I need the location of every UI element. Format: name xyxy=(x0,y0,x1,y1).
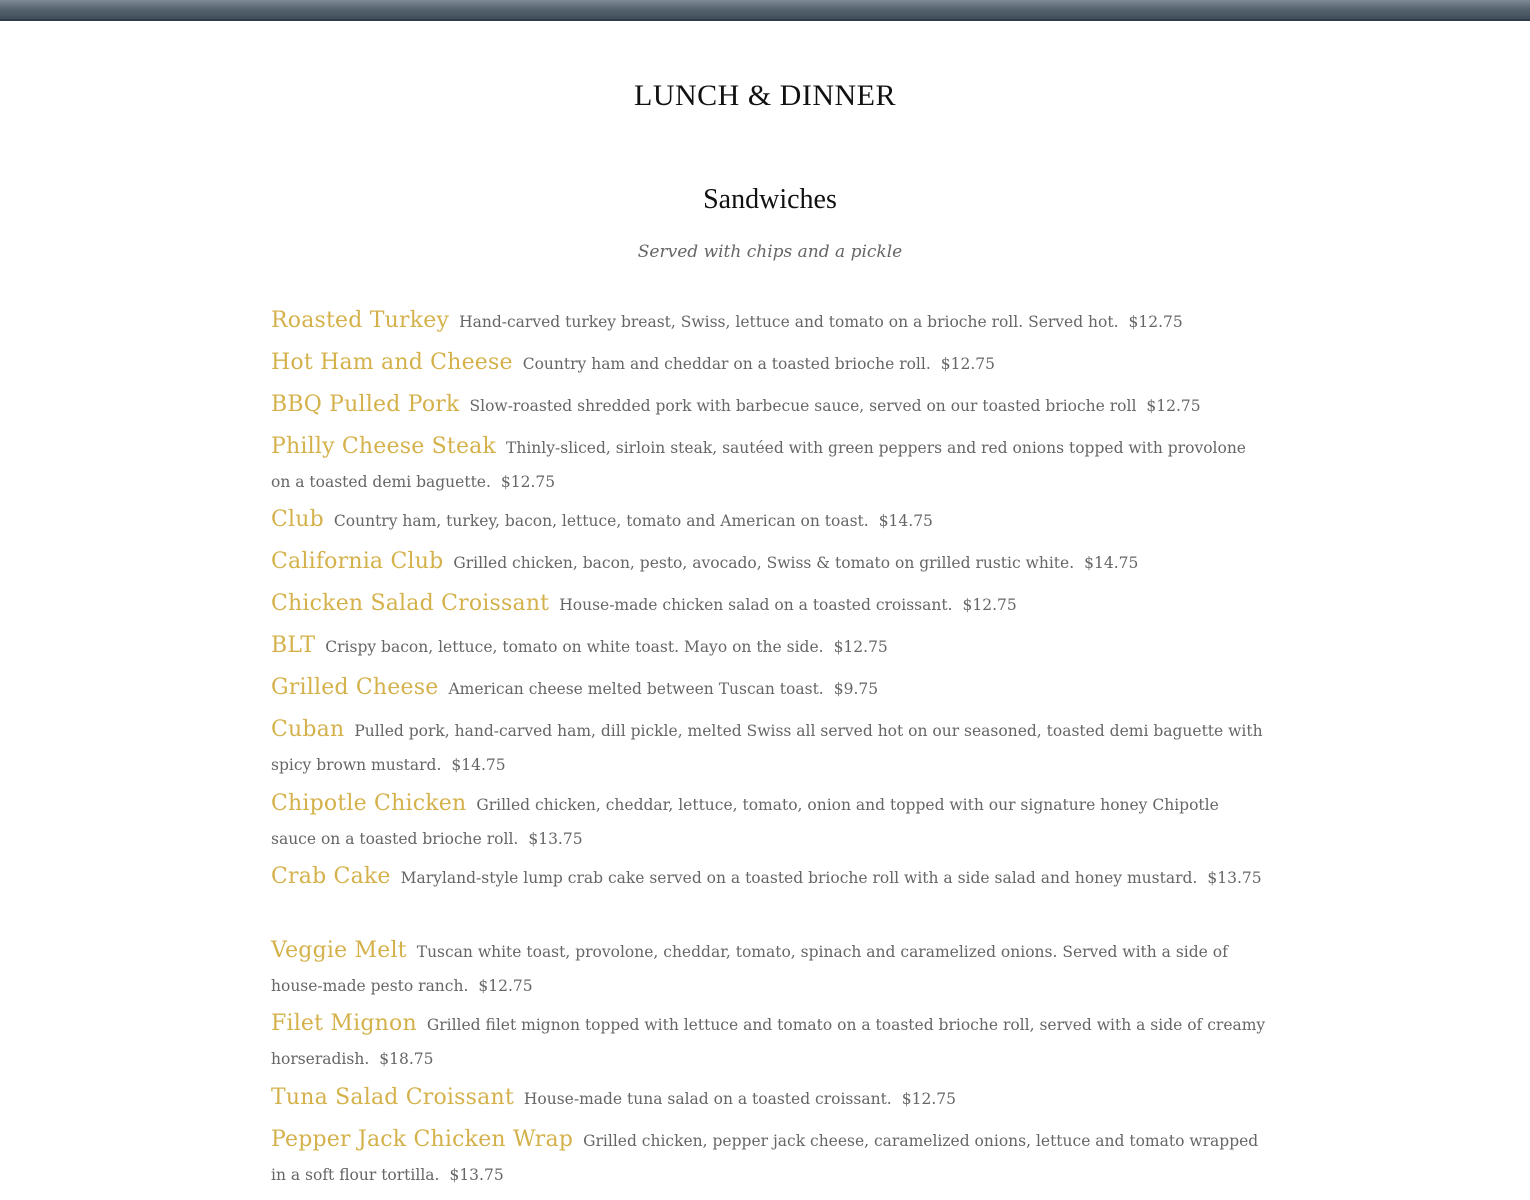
menu-item xyxy=(271,629,1266,664)
menu-item xyxy=(271,671,1266,706)
item-price: $12.75 xyxy=(940,355,996,373)
menu-item xyxy=(271,430,1266,499)
item-price: $12.75 xyxy=(1146,397,1201,415)
item-description: House-made tuna salad on a toasted croissant. xyxy=(523,1090,892,1108)
item-name: Crab Cake xyxy=(271,864,391,889)
item-price: $13.75 xyxy=(1207,869,1262,887)
menu-item xyxy=(271,587,1266,622)
item-description: Tuscan white toast, provolone, cheddar, tomato, spinach and caramelized onions. Served with a side of house-made pesto ranch. xyxy=(271,943,1228,995)
item-description: Hand-carved turkey breast, Swiss, lettuce and tomato on a brioche roll. Served hot. xyxy=(459,313,1119,331)
menu-item xyxy=(271,934,1266,1003)
item-name: Hot Ham and Cheese xyxy=(271,350,513,375)
item-price: $12.75 xyxy=(500,473,556,491)
item-description: Crispy bacon, lettuce, tomato on white toast. Mayo on the side. xyxy=(325,638,824,656)
item-description: American cheese melted between Tuscan toast. xyxy=(448,680,824,698)
menu-item xyxy=(271,860,1266,895)
item-price: $14.75 xyxy=(1084,554,1139,572)
item-price: $12.75 xyxy=(962,596,1017,614)
item-name: Cuban xyxy=(271,717,345,742)
item-price: $18.75 xyxy=(379,1050,434,1068)
item-price: $12.75 xyxy=(1128,313,1183,331)
item-price: $12.75 xyxy=(478,977,533,995)
menu-item xyxy=(271,503,1266,538)
section-title: Sandwiches xyxy=(703,184,837,215)
item-name: Chicken Salad Croissant xyxy=(271,591,550,616)
item-name: Philly Cheese Steak xyxy=(271,434,497,459)
item-description: Pulled pork, hand-carved ham, dill pickle, melted Swiss all served hot on our seasoned, toasted demi baguette with spicy brown mustard. xyxy=(271,722,1263,774)
item-description: Maryland-style lump crab cake served on a toasted brioche roll with a side salad and honey mustard. xyxy=(400,869,1198,887)
item-price: $13.75 xyxy=(449,1166,504,1184)
menu-item xyxy=(271,787,1266,856)
item-name: BLT xyxy=(271,633,316,658)
item-name: Tuna Salad Croissant xyxy=(271,1085,514,1110)
item-name: Roasted Turkey xyxy=(271,308,450,333)
item-price: $13.75 xyxy=(528,830,583,848)
item-description: Thinly-sliced, sirloin steak, sautéed with green peppers and red onions topped with provolone on a toasted demi baguette. xyxy=(271,439,1246,491)
item-name: Grilled Cheese xyxy=(271,675,439,700)
section-subtitle: Served with chips and a pickle xyxy=(637,242,903,262)
menu-item xyxy=(271,1081,1266,1116)
item-price: $14.75 xyxy=(878,512,933,530)
menu-item xyxy=(271,304,1266,339)
item-name: Veggie Melt xyxy=(271,938,407,963)
item-name: BBQ Pulled Pork xyxy=(271,392,460,417)
menu-item xyxy=(271,346,1266,381)
item-description: Slow-roasted shredded pork with barbecue sauce, served on our toasted brioche roll xyxy=(469,397,1137,415)
menu-item xyxy=(271,713,1266,782)
item-name: Pepper Jack Chicken Wrap xyxy=(271,1127,574,1152)
item-price: $14.75 xyxy=(451,756,506,774)
item-price: $12.75 xyxy=(901,1090,956,1108)
item-description: House-made chicken salad on a toasted croissant. xyxy=(559,596,953,614)
item-name: Club xyxy=(271,507,324,532)
item-description: Grilled filet mignon topped with lettuce and tomato on a toasted brioche roll, served with a side of creamy horseradish. xyxy=(271,1016,1266,1068)
item-name: California Club xyxy=(271,549,444,574)
item-description: Country ham, turkey, bacon, lettuce, tomato and American on toast. xyxy=(333,512,869,530)
item-description: Grilled chicken, cheddar, lettuce, tomato, onion and topped with our signature honey Chipotle sauce on a toasted brioche roll. xyxy=(271,796,1219,848)
item-name: Filet Mignon xyxy=(271,1011,417,1036)
item-description: Grilled chicken, bacon, pesto, avocado, Swiss & tomato on grilled rustic white. xyxy=(453,554,1075,572)
item-price: $12.75 xyxy=(833,638,888,656)
header-image-strip xyxy=(0,0,1530,21)
menu-item xyxy=(271,545,1266,580)
page-title: LUNCH & DINNER xyxy=(634,79,896,112)
item-description: Country ham and cheddar on a toasted brioche roll. xyxy=(522,355,931,373)
menu-item xyxy=(271,388,1266,423)
item-price: $9.75 xyxy=(833,680,879,698)
menu-item xyxy=(271,1123,1266,1192)
menu-item xyxy=(271,1007,1266,1076)
item-name: Chipotle Chicken xyxy=(271,791,467,816)
item-description: Grilled chicken, pepper jack cheese, caramelized onions, lettuce and tomato wrapped in a soft flour tortilla. xyxy=(271,1132,1259,1184)
